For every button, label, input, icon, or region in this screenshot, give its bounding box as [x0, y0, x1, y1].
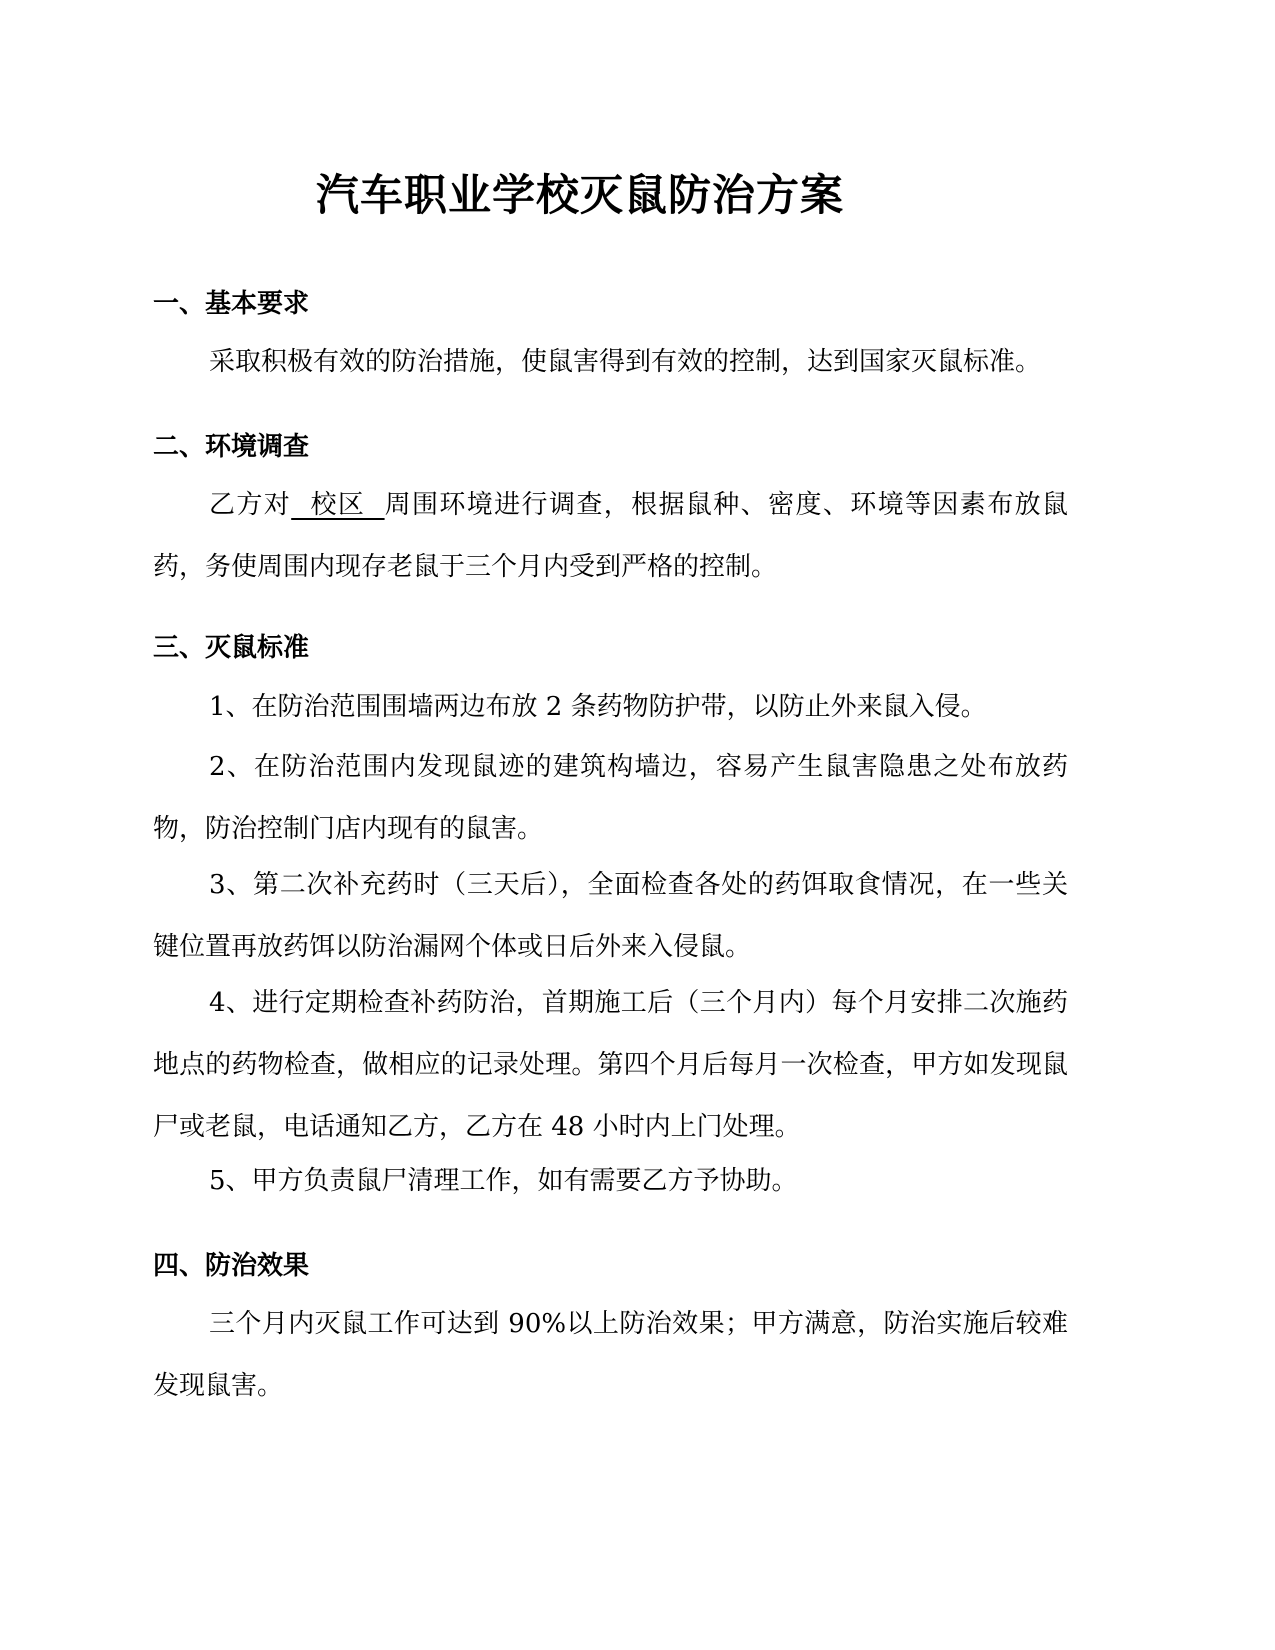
document-title: 汽车职业学校灭鼠防治方案	[316, 171, 844, 221]
underlined-field: 校区	[291, 490, 385, 520]
list-item: 2、在防治范围内发现鼠迹的建筑构墙边，容易产生鼠害隐患之处布放药物，防治控制门店内现有的鼠害。	[153, 752, 1068, 844]
section-heading-rodent-standard: 三、灭鼠标准	[153, 633, 310, 663]
section-heading-control-effect: 四、防治效果	[153, 1251, 310, 1281]
list-item: 5、甲方负责鼠尸清理工作，如有需要乙方予协助。	[209, 1166, 798, 1196]
list-item: 3、第二次补充药时（三天后），全面检查各处的药饵取食情况，在一些关键位置再放药饵以防治漏网个体或日后外来入侵鼠。	[153, 870, 1068, 962]
section-paragraph: 采取积极有效的防治措施，使鼠害得到有效的控制，达到国家灭鼠标准。	[209, 347, 1042, 377]
section-paragraph: 三个月内灭鼠工作可达到 90%以上防治效果；甲方满意，防治实施后较难发现鼠害。	[153, 1309, 1068, 1401]
section-paragraph	[153, 474, 1068, 598]
section-heading-environment-survey: 二、环境调查	[153, 432, 310, 462]
list-item: 4、进行定期检查补药防治，首期施工后（三个月内）每个月安排二次施药地点的药物检查，做相应的记录处理。第四个月后每月一次检查，甲方如发现鼠尸或老鼠，电话通知乙方，乙方在 48 小时内上门处理。	[153, 988, 1068, 1142]
section-heading-basic-requirements: 一、基本要求	[153, 289, 310, 319]
paragraph-text: 周围环境进行调查，根据鼠种、密度、环境等因素布放鼠药，务使周围内现存老鼠于三个月内受到严格的控制。	[153, 490, 1068, 582]
list-item: 1、在防治范围围墙两边布放 2 条药物防护带，以防止外来鼠入侵。	[209, 692, 987, 722]
paragraph-text: 乙方对	[209, 490, 292, 520]
